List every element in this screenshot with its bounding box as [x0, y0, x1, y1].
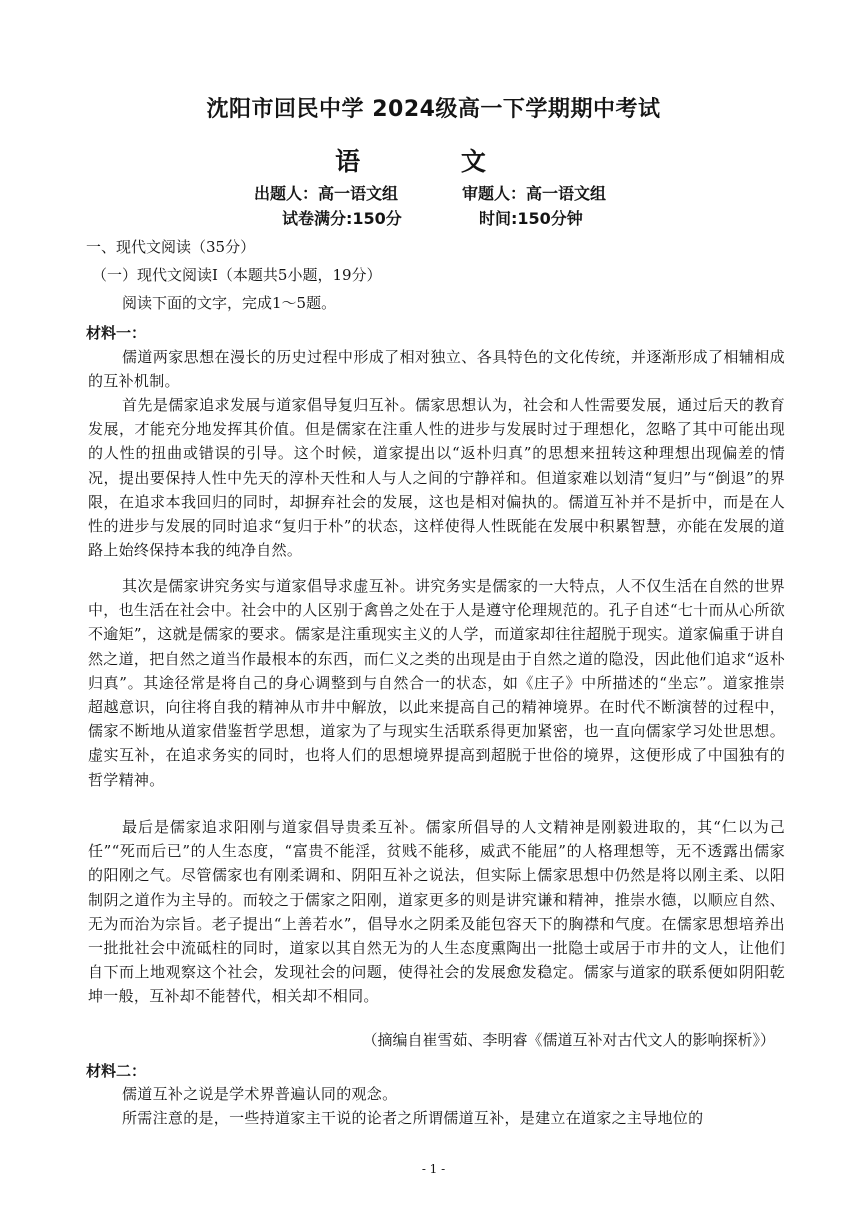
reviewer-info: 审题人：高一语文组 — [462, 184, 607, 203]
material-one-source: （摘编自崔雪茹、李明睿《儒道互补对古代文人的影响探析》） — [362, 1031, 775, 1049]
exam-title: 沈阳市回民中学 2024级高一下学期期中考试 — [206, 97, 661, 122]
page-number: - 1 - — [421, 1162, 446, 1176]
time-info: 时间:150分钟 — [479, 209, 583, 228]
subsection-heading: （一）现代文阅读Ⅰ（本题共5小题，19分） — [92, 266, 382, 284]
material-one-paragraph: 其次是儒家讲究务实与道家倡导求虚互补。讲究务实是儒家的一大特点，人不仅生活在自然的世界中，也生活在社会中。社会中的人区别于禽兽之处在于人是遵守伦理规范的。孔子自述“七十而从心所欲不逾矩”，这就是儒家的要求。儒家是注重现实主义的人学，而道家却往往超脱于现实。道家偏重于讲自然之道，把自然之道当作最根本的东西，而仁义之类的出现是由于自然之道的隐没，因此他们追求“返朴归真”。其途径常是将自己的身心调整到与自然合一的状态，如《庄子》中所描述的“坐忘”。道家推崇超越意识，向往将自我的精神从市井中解放，以此来提高自己的精神境界。在时代不断演替的过程中，儒家不断地从道家借鉴哲学思想，道家为了与现实生活联系得更加紧密，也一直向儒家学习处世思想。虚实互补，在追求务实的同时，也将人们的思想境界提高到超脱于世俗的境界，这便形成了中国独有的哲学精神。 — [88, 577, 785, 789]
reading-instruction: 阅读下面的文字，完成1～5题。 — [122, 294, 337, 312]
material-one-paragraph: 儒道两家思想在漫长的历史过程中形成了相对独立、各具特色的文化传统，并逐渐形成了相辅相成的互补机制。 — [88, 348, 785, 391]
subject-title: 语 文 — [335, 147, 532, 176]
material-one-paragraph: 首先是儒家追求发展与道家倡导复归互补。儒家思想认为，社会和人性需要发展，通过后天的教育发展，才能充分地发挥其价值。但是儒家在注重人性的进步与发展时过于理想化，忽略了其中可能出现的人性的扭曲或错误的引导。这个时候，道家提出以“返朴归真”的思想来扭转这种理想出现偏差的情况，提出要保持人性中先天的淳朴天性和人与人之间的宁静祥和。但道家难以划清“复归”与“倒退”的界限，在追求本我回归的同时，却摒弃社会的发展，这也是相对偏执的。儒道互补并不是折中，而是在人性的进步与发展的同时追求“复归于朴”的状态，这样使得人性既能在发展中积累智慧，亦能在发展的道路上始终保持本我的纯净自然。 — [88, 396, 785, 560]
section-heading: 一、现代文阅读（35分） — [86, 238, 256, 256]
full-score-info: 试卷满分:150分 — [282, 209, 402, 228]
setter-info: 出题人：高一语文组 — [254, 184, 399, 203]
material-two-paragraph: 儒道互补之说是学术界普遍认同的观念。 — [122, 1085, 398, 1103]
material-two-label: 材料二： — [86, 1062, 147, 1080]
material-two-paragraph: 所需注意的是，一些持道家主干说的论者之所谓儒道互补，是建立在道家之主导地位的 — [122, 1109, 704, 1127]
material-one-label: 材料一： — [86, 324, 147, 342]
material-one-paragraph: 最后是儒家追求阳刚与道家倡导贵柔互补。儒家所倡导的人文精神是刚毅进取的，其“仁以为己任”“死而后已”的人生态度，“富贵不能淫，贫贱不能移，威武不能屈”的人格理想等，无不透露出儒家的阳刚之气。尽管儒家也有刚柔调和、阴阳互补之说法，但实际上儒家思想中仍然是将以刚主柔、以阳制阴之道作为主导的。而较之于儒家之阳刚，道家更多的则是讲究谦和精神，推崇水德，以顺应自然、无为而治为宗旨。老子提出“上善若水”，倡导水之阴柔及能包容天下的胸襟和气度。在儒家思想培养出一批批社会中流砥柱的同时，道家以其自然无为的人生态度熏陶出一批隐士或居于市井的文人，让他们自下而上地观察这个社会，发现社会的问题，使得社会的发展愈发稳定。儒家与道家的联系便如阴阳乾坤一般，互补却不能替代，相关却不相同。 — [88, 818, 785, 1006]
